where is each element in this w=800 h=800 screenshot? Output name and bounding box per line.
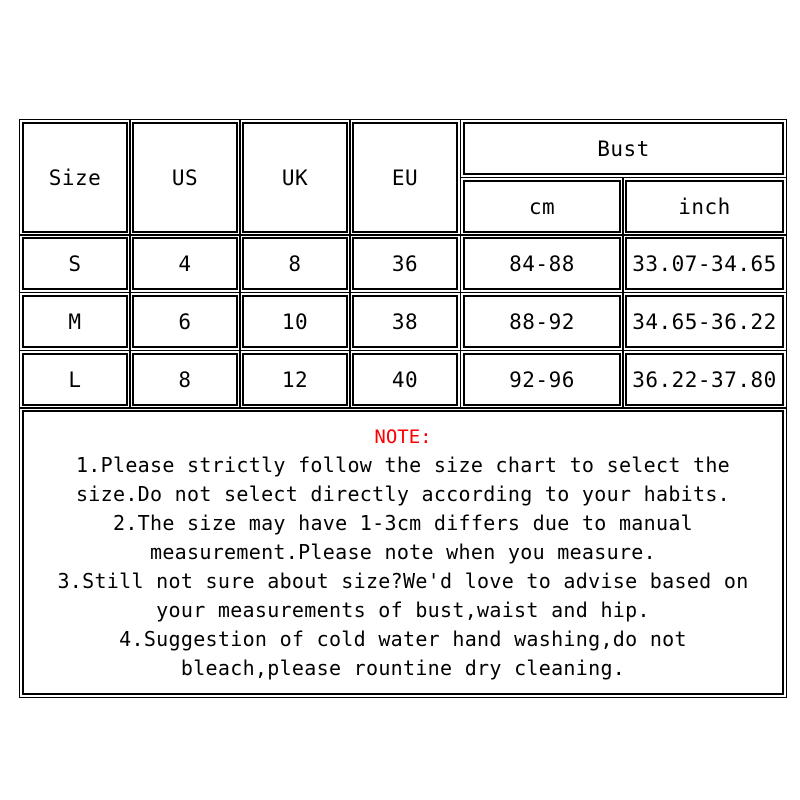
row-s-uk — [242, 237, 348, 290]
row-l-uk — [242, 353, 348, 406]
row-m-cm — [463, 295, 621, 348]
header-eu-label: EU — [391, 165, 419, 190]
row-m-inch — [625, 295, 784, 348]
note-line: bleach,please rountine dry cleaning. — [180, 655, 626, 680]
note-box — [22, 410, 784, 695]
table-cell: 10 — [281, 309, 309, 334]
header-uk-label: UK — [281, 165, 309, 190]
row-m-eu — [352, 295, 458, 348]
row-l-inch — [625, 353, 784, 406]
table-cell: 34.65-36.22 — [632, 309, 777, 334]
header-bust-label: Bust — [597, 136, 650, 161]
note-line: 3.Still not sure about size?We'd love to advise based on — [57, 568, 749, 593]
table-cell: M — [68, 309, 82, 334]
table-cell: L — [68, 367, 82, 392]
header-size-label: Size — [48, 165, 102, 190]
header-cm-label: cm — [528, 194, 556, 219]
header-cm — [463, 180, 621, 233]
table-cell: 92-96 — [509, 367, 575, 392]
table-cell: 40 — [391, 367, 419, 392]
row-l-cm — [463, 353, 621, 406]
row-s-size — [22, 237, 128, 290]
row-s-inch — [625, 237, 784, 290]
table-cell: S — [68, 251, 82, 276]
note-line: 2.The size may have 1-3cm differs due to manual — [112, 510, 694, 535]
row-m-us — [132, 295, 238, 348]
header-us — [132, 122, 238, 233]
table-cell: 36 — [391, 251, 419, 276]
table-cell: 84-88 — [509, 251, 575, 276]
row-l-us — [132, 353, 238, 406]
row-m-size — [22, 295, 128, 348]
table-cell: 4 — [178, 251, 192, 276]
row-s-cm — [463, 237, 621, 290]
table-cell: 12 — [281, 367, 309, 392]
note-line: 4.Suggestion of cold water hand washing,do not — [119, 626, 687, 651]
row-s-eu — [352, 237, 458, 290]
header-eu — [352, 122, 458, 233]
table-cell: 6 — [178, 309, 192, 334]
header-us-label: US — [171, 165, 199, 190]
header-inch-label: inch — [678, 194, 731, 219]
table-cell: 38 — [391, 309, 419, 334]
row-s-us — [132, 237, 238, 290]
note-line: measurement.Please note when you measure. — [150, 539, 656, 564]
row-l-eu — [352, 353, 458, 406]
header-inch — [625, 180, 784, 233]
table-cell: 8 — [178, 367, 192, 392]
table-cell: 8 — [288, 251, 302, 276]
note-line: 1.Please strictly follow the size chart to select the — [75, 452, 731, 477]
note-line: size.Do not select directly according to your habits. — [75, 481, 731, 506]
header-bust — [463, 122, 784, 175]
table-cell: 88-92 — [509, 309, 575, 334]
note-title: NOTE: — [374, 425, 432, 448]
header-size — [22, 122, 128, 233]
row-l-size — [22, 353, 128, 406]
header-uk — [242, 122, 348, 233]
table-cell: 36.22-37.80 — [632, 367, 777, 392]
row-m-uk — [242, 295, 348, 348]
note-line: your measurements of bust,waist and hip. — [156, 597, 650, 622]
table-cell: 33.07-34.65 — [632, 251, 777, 276]
